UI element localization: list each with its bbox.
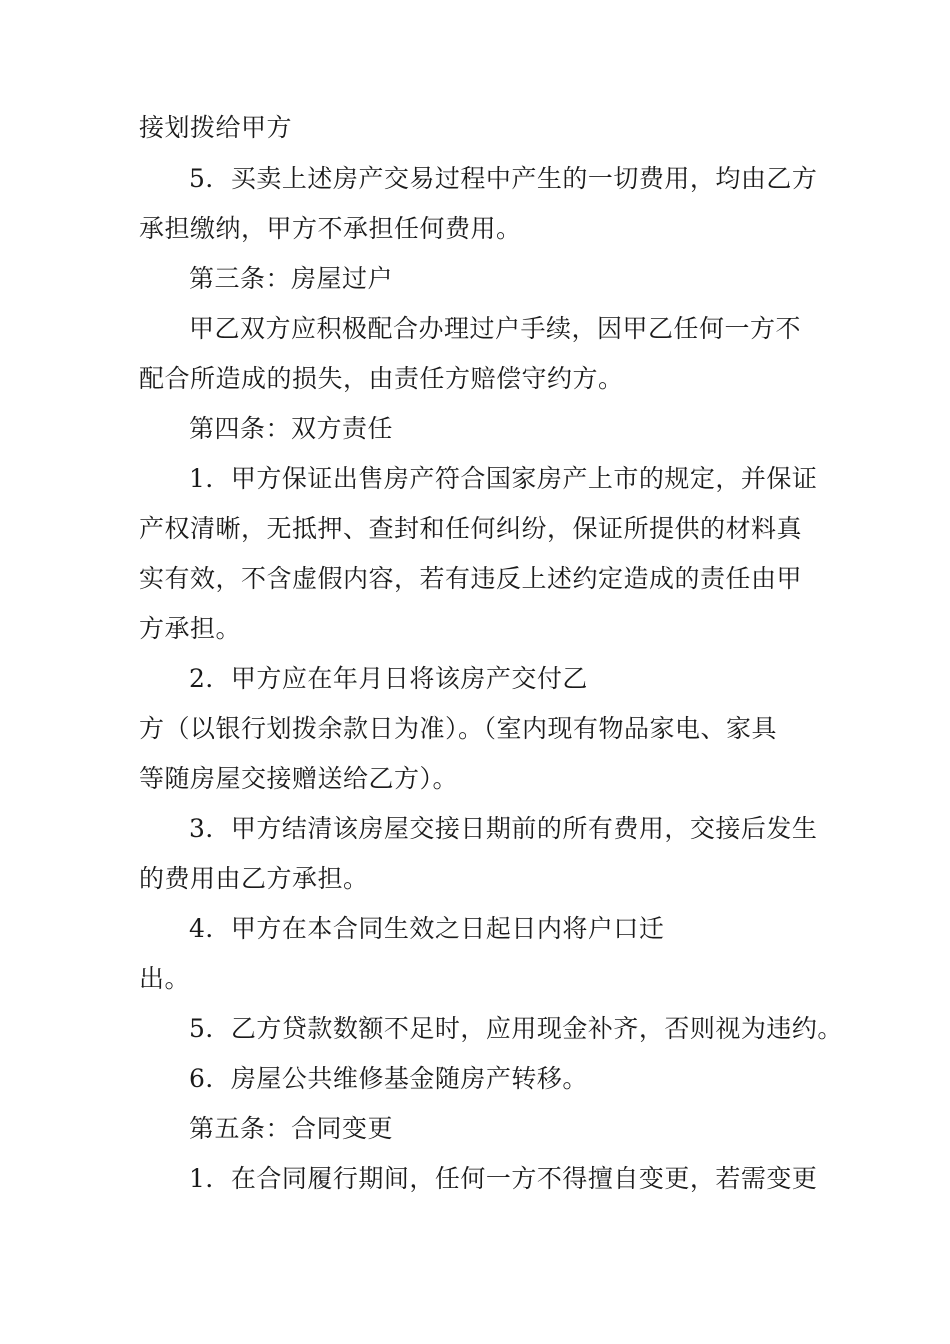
clause-item: 5．乙方贷款数额不足时，应用现金补齐，否则视为违约。	[189, 1014, 843, 1043]
text-line: 甲乙双方应积极配合办理过户手续，因甲乙任何一方不	[189, 314, 802, 343]
section-heading: 第五条：合同变更	[189, 1114, 394, 1143]
section-heading: 第四条：双方责任	[189, 414, 394, 443]
text-line: 方（以银行划拨余款日为准）。（室内现有物品家电、家具	[139, 714, 778, 743]
text-line: 接划拨给甲方	[139, 113, 293, 142]
clause-item: 6．房屋公共维修基金随房产转移。	[189, 1064, 588, 1093]
clause-item: 3．甲方结清该房屋交接日期前的所有费用，交接后发生	[189, 814, 818, 843]
clause-item: 4．甲方在本合同生效之日起日内将户口迁	[189, 914, 665, 943]
text-line: 出。	[139, 964, 191, 993]
text-line: 产权清晰，无抵押、查封和任何纠纷，保证所提供的材料真	[139, 514, 803, 543]
clause-item: 1．在合同履行期间，任何一方不得擅自变更，若需变更	[189, 1164, 818, 1193]
text-line: 承担缴纳，甲方不承担任何费用。	[139, 214, 522, 243]
text-line: 方承担。	[139, 614, 242, 643]
text-line: 的费用由乙方承担。	[139, 864, 369, 893]
text-line: 等随房屋交接赠送给乙方）。	[139, 764, 459, 793]
clause-item: 1．甲方保证出售房产符合国家房产上市的规定，并保证	[189, 464, 818, 493]
text-line: 配合所造成的损失，由责任方赔偿守约方。	[139, 364, 624, 393]
section-heading: 第三条：房屋过户	[189, 264, 394, 293]
clause-item: 2．甲方应在年月日将该房产交付乙	[189, 664, 588, 693]
clause-item: 5．买卖上述房产交易过程中产生的一切费用，均由乙方	[189, 164, 818, 193]
text-line: 实有效，不含虚假内容，若有违反上述约定造成的责任由甲	[139, 564, 803, 593]
